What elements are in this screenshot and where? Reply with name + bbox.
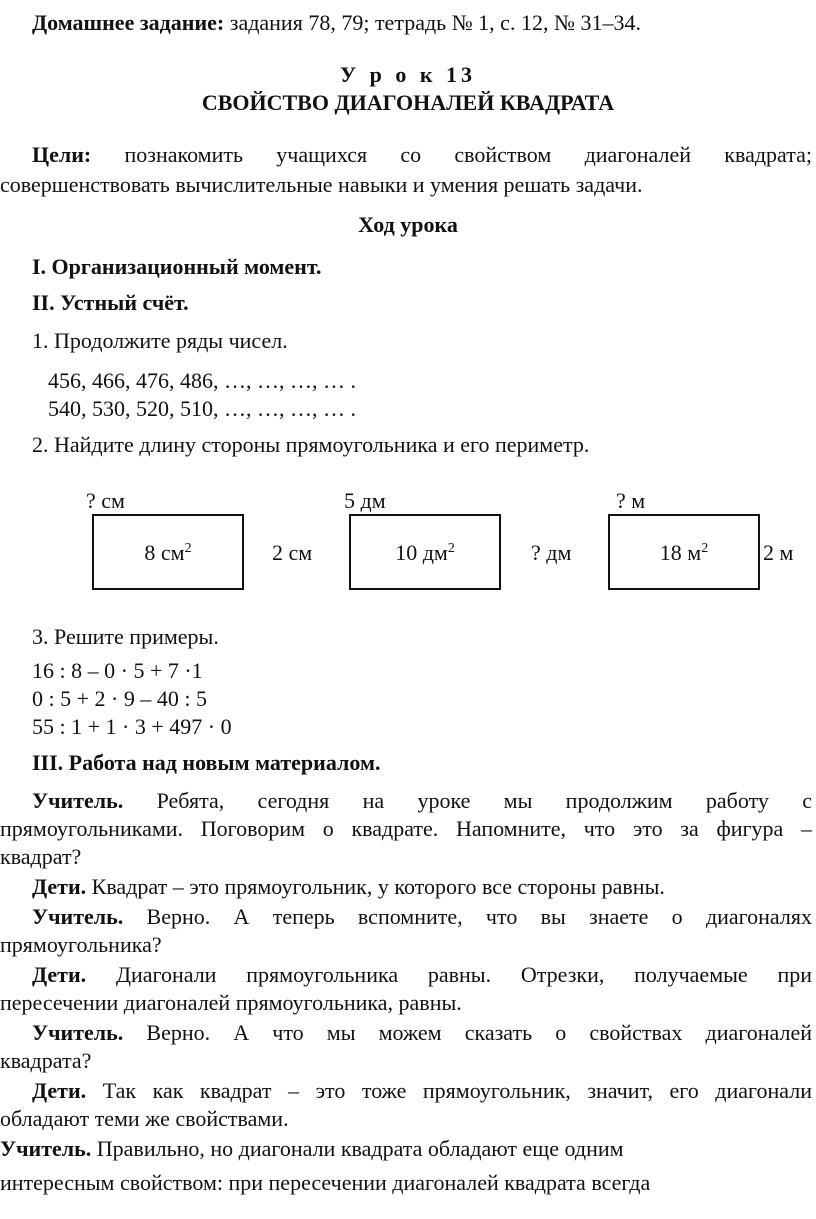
kids-line-1: Дети. Квадрат – это прямоугольник, у которого все стороны равны. (32, 874, 665, 899)
teacher-line-1b: прямоугольниками. Поговорим о квадрате. Напомните, что это за фигура – (0, 816, 812, 841)
teacher-line-2a: Учитель. Верно. А теперь вспомните, что вы знаете о диагоналях (32, 904, 812, 929)
homework-label: Домашнее задание: (32, 10, 225, 35)
homework-text: задания 78, 79; тетрадь № 1, с. 12, № 31–34. (224, 10, 641, 35)
task1-title: 1. Продолжите ряды чисел. (32, 328, 288, 353)
task2-title: 2. Найдите длину стороны прямоугольника и его периметр. (32, 432, 590, 457)
homework-line (32, 10, 792, 36)
rect3-top-label: ? м (616, 488, 646, 513)
task1-row2: 540, 530, 520, 510, …, …, …, … . (48, 396, 356, 421)
kids-line-2b: пересечении диагоналей прямоугольника, равны. (0, 990, 462, 1015)
teacher-label: Учитель. (32, 788, 124, 813)
goals-label: Цели: (32, 142, 92, 167)
kids-line-3a: Дети. Так как квадрат – это тоже прямоугольник, значит, его диагонали (32, 1078, 812, 1103)
section-3-heading: III. Работа над новым материалом. (32, 750, 381, 775)
rect2-area: 10 $дм^2$ (395, 540, 455, 565)
task1-row1: 456, 466, 476, 486, …, …, …, … . (48, 368, 356, 393)
section-2-heading: II. Устный счёт. (32, 290, 189, 315)
kids-label: Дети. (32, 874, 87, 899)
rect2-top-label: 5 дм (344, 488, 386, 513)
kids-line-2a: Дети. Диагонали прямоугольника равны. Отрезки, получаемые при (32, 962, 812, 987)
rect3-side-label: 2 м (763, 540, 794, 565)
teacher-line-3b: квадрата? (0, 1048, 92, 1073)
teacher-line-1a: Учитель. Ребята, сегодня на уроке мы продолжим работу с (32, 788, 812, 813)
rect2 (349, 514, 501, 590)
task3-title: 3. Решите примеры. (32, 624, 219, 649)
goals-line1: Цели: познакомить учащихся со свойством диагоналей квадрата; (32, 142, 812, 167)
teacher-line-4b: интересным свойством: при пересечении диагоналей квадрата всегда (0, 1170, 651, 1195)
section-1-heading: I. Организационный момент. (32, 254, 322, 279)
rect1-area: 8 $см^2$ (144, 540, 192, 565)
lesson-title: СВОЙСТВО ДИАГОНАЛЕЙ КВАДРАТА (201, 90, 615, 115)
kids-line-3b: обладают теми же свойствами. (0, 1106, 289, 1131)
rect3 (608, 514, 760, 590)
rect2-side-label: ? дм (531, 540, 572, 565)
goals-line2: совершенствовать вычислительные навыки и умения решать задачи. (0, 172, 643, 197)
task3-example2: 0 : 5 + 2 · 9 – 40 : 5 (32, 686, 207, 711)
rect1 (92, 514, 244, 590)
teacher-line-1c: квадрат? (0, 844, 82, 869)
rect1-top-label: ? см (86, 488, 125, 513)
teacher-line-2b: прямоугольника? (0, 932, 162, 957)
rect1-side-label: 2 см (272, 540, 313, 565)
rect3-area: 18 $м^2$ (659, 540, 709, 565)
teacher-line-4a: Учитель. Правильно, но диагонали квадрата обладают еще одним (0, 1136, 624, 1161)
teacher-line-3a: Учитель. Верно. А что мы можем сказать о свойствах диагоналей (32, 1020, 812, 1045)
task3-example1: 16 : 8 – 0 · 5 + 7 ·1 (32, 658, 203, 683)
lesson-number: У р о к 13 (339, 62, 477, 87)
course-heading: Ход урока (358, 212, 458, 237)
task3-example3: 55 : 1 + 1 · 3 + 497 · 0 (32, 714, 232, 739)
